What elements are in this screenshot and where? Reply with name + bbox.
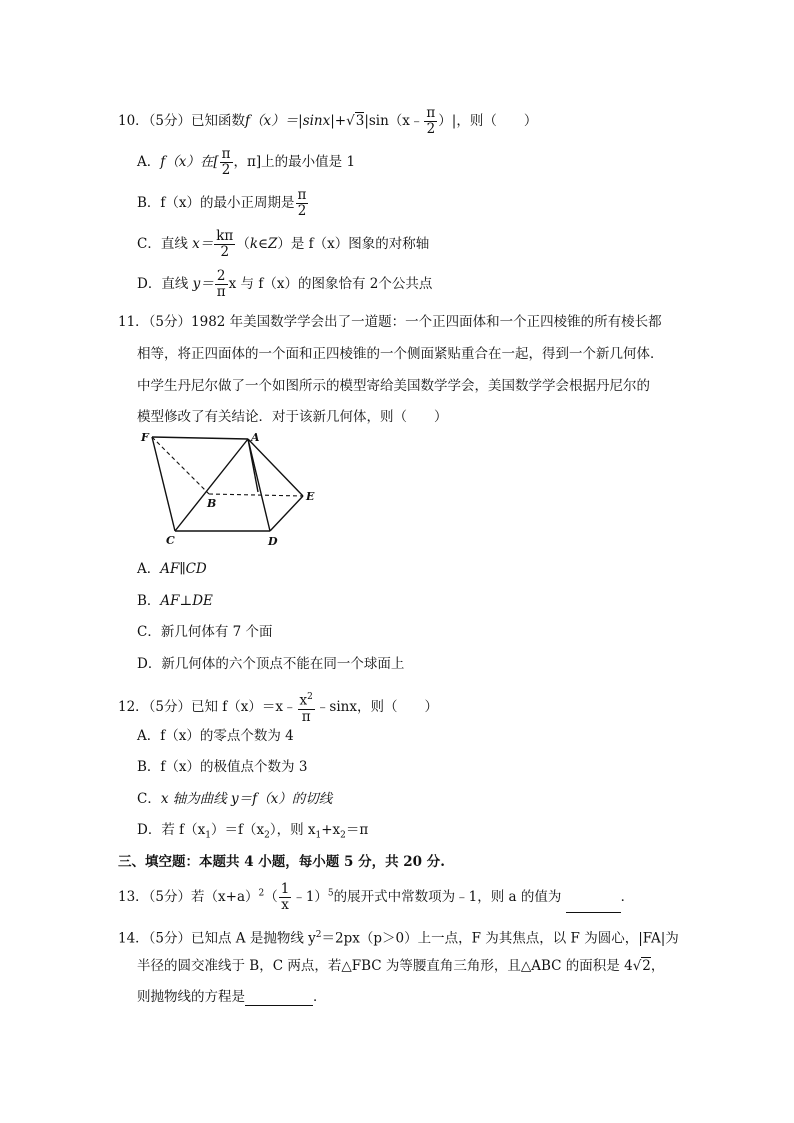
- q11-line-2: 相等，将正四面体的一个面和正四棱锥的一个侧面紧贴重合在一起，得到一个新几何体．: [137, 346, 664, 362]
- q10-option-c: C．直线 x＝ $\frac{k\pi}{2}$ （k∈Z）是 f（x）图象的对称轴: [137, 228, 430, 260]
- fraction-pi-over-2: $\frac{\pi}{2}$: [426, 105, 436, 137]
- q14-line-2: 半径的圆交准线于 B，C 两点，若△FBC 为等腰直角三角形，且△ABC 的面积是 4√2，: [137, 958, 665, 974]
- label-b: B: [207, 497, 217, 510]
- q13-stem: 13．（5分）若$(x+a)^2$（ $\frac{1}{x}$ ﹣1）$^5$的展开式中常数项为﹣1，则 a 的值为 ．: [118, 881, 635, 913]
- q11-line-3: 中学生丹尼尔做了一个如图所示的模型寄给美国数学学会，美国数学学会根据丹尼尔的: [137, 378, 650, 394]
- sqrt-sign: √: [346, 113, 355, 129]
- q10-option-a: A．f（x）在[ $\frac{\pi}{2}$ ，π]上的最小值是 1: [137, 146, 356, 178]
- q14-line-1: 14．（5分）已知点 A 是抛物线 $y^2=2px(p>0)$上一点，F 为其焦点，以 F 为圆心，|FA|为: [118, 930, 679, 947]
- q11-option-a: A．AF∥CD: [137, 561, 207, 577]
- label-a: A: [251, 431, 260, 444]
- section-heading-fill-in: 三、填空题：本题共 4 小题，每小题 5 分，共 20 分.: [118, 854, 445, 870]
- sqrt-sign: √: [632, 958, 642, 974]
- q14-answer-blank[interactable]: [245, 991, 313, 1006]
- label-c: C: [166, 534, 175, 547]
- fraction-x2-over-pi: $\frac{x^2}{\pi}$: [299, 692, 313, 725]
- q12-option-c: C．x 轴为曲线 y＝f（x）的切线: [137, 791, 333, 807]
- q14-line-3: 则抛物线的方程是 ．: [137, 989, 327, 1005]
- edge-be: [209, 494, 303, 496]
- edge-fc: [152, 437, 175, 531]
- q10-stem: 10．（5分）已知函数f（x）＝|sinx|+√3|sin（x﹣ $\frac{\pi}{2}$ ）|，则（ ）: [118, 105, 538, 137]
- label-f: F: [141, 431, 149, 444]
- edge-ae: [248, 439, 303, 496]
- q13-answer-blank[interactable]: [566, 898, 621, 913]
- q11-option-b: B．AF⊥DE: [137, 593, 213, 609]
- polyhedron-diagram: [140, 427, 330, 552]
- q11-option-c: C．新几何体有 7 个面: [137, 624, 273, 640]
- q10-option-d: D．直线 y＝ $\frac{2}{\pi}$ x 与 f（x）的图象恰有 2个公共点: [137, 268, 433, 300]
- q11-line-1: 11．（5分）1982 年美国数学学会出了一道题：一个正四面体和一个正四棱锥的所有棱长都: [118, 314, 662, 330]
- q11-line-4: 模型修改了有关结论．对于该新几何体，则（ ）: [137, 409, 448, 425]
- q12-option-d: D．若 $f(x_1)=f(x_2)$，则 $x_1+x_2=\pi$: [137, 822, 369, 841]
- label-d: D: [268, 535, 278, 548]
- q12-stem: 12．（5分）已知 f（x）＝x﹣ $\frac{x^2}{\pi}$ ﹣sinx，则（ ）: [118, 692, 438, 725]
- q12-option-a: A．f（x）的零点个数为 4: [137, 728, 294, 744]
- q11-option-d: D．新几何体的六个顶点不能在同一个球面上: [137, 656, 405, 672]
- edge-fb: [152, 437, 209, 494]
- q12-option-b: B．f（x）的极值点个数为 3: [137, 759, 308, 775]
- edge-de: [270, 496, 303, 531]
- edge-fa: [152, 437, 248, 439]
- geometry-figure: [140, 427, 330, 556]
- edge-ac: [175, 439, 248, 531]
- fraction-1-over-x: $\frac{1}{x}$: [280, 881, 290, 913]
- q10-option-b: B．f（x）的最小正周期是 $\frac{\pi}{2}$: [137, 187, 307, 219]
- label-e: E: [306, 490, 315, 503]
